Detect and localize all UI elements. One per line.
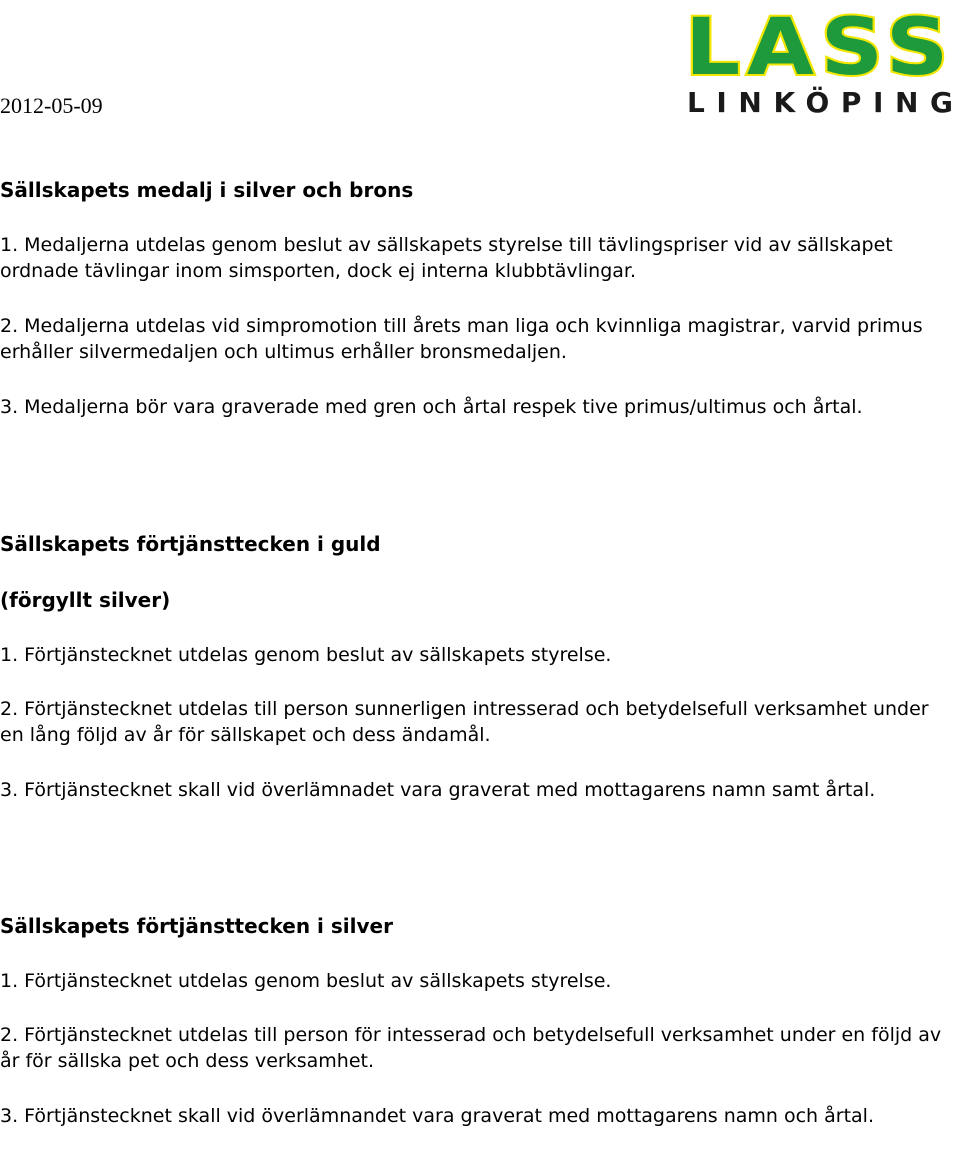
section-heading-gold: Sällskapets förtjänsttecken i guld	[0, 532, 381, 556]
logo-graphic	[682, 0, 958, 118]
logo-top-text: LASS	[685, 3, 955, 93]
section-gold-item-1: 1. Förtjänstecknet utdelas genom beslut av sällskapets styrelse.	[0, 644, 612, 666]
section-medal-item-2: 2. Medaljerna utdelas vid simpromotion till årets man liga och kvinnliga magistrar, varvid primus erhåller silvermedaljen och ultimus erhåller bronsmedaljen.	[0, 315, 923, 363]
section-gold-item-3: 3. Förtjänstecknet skall vid överlämnadet vara graverat med mottagarens namn samt årtal.	[0, 779, 876, 801]
section-silver-item-2: 2. Förtjänstecknet utdelas till person för intesserad och betydelsefull verksamhet under en följd av år för sällska pet och dess verksamhet.	[0, 1024, 942, 1072]
logo-bottom-text: LINKÖPING	[687, 86, 953, 118]
section-silver-item-3: 3. Förtjänstecknet skall vid överlämnandet vara graverat med mottagarens namn och årtal.	[0, 1105, 874, 1127]
section-subheading-gold: (förgyllt silver)	[0, 588, 171, 612]
section-heading-silver: Sällskapets förtjänsttecken i silver	[0, 914, 393, 938]
section-medal-item-3: 3. Medaljerna bör vara graverade med gren och årtal respek tive primus/ultimus och årtal.	[0, 396, 863, 418]
section-silver-item-1: 1. Förtjänstecknet utdelas genom beslut av sällskapets styrelse.	[0, 970, 612, 992]
section-heading-medal: Sällskapets medalj i silver och brons	[0, 178, 414, 202]
section-medal-item-1: 1. Medaljerna utdelas genom beslut av sällskapets styrelse till tävlingspriser vid av sällskapet ordnade tävlingar inom simsporten, dock ej interna klubbtävlingar.	[0, 234, 893, 282]
section-gold-item-2: 2. Förtjänstecknet utdelas till person sunnerligen intresserad och betydelsefull verksamhet under en lång följd av år för sällskapet och dess ändamål.	[0, 698, 929, 746]
document-date: 2012-05-09	[0, 93, 103, 118]
lass-linkoping-logo	[682, 0, 958, 118]
